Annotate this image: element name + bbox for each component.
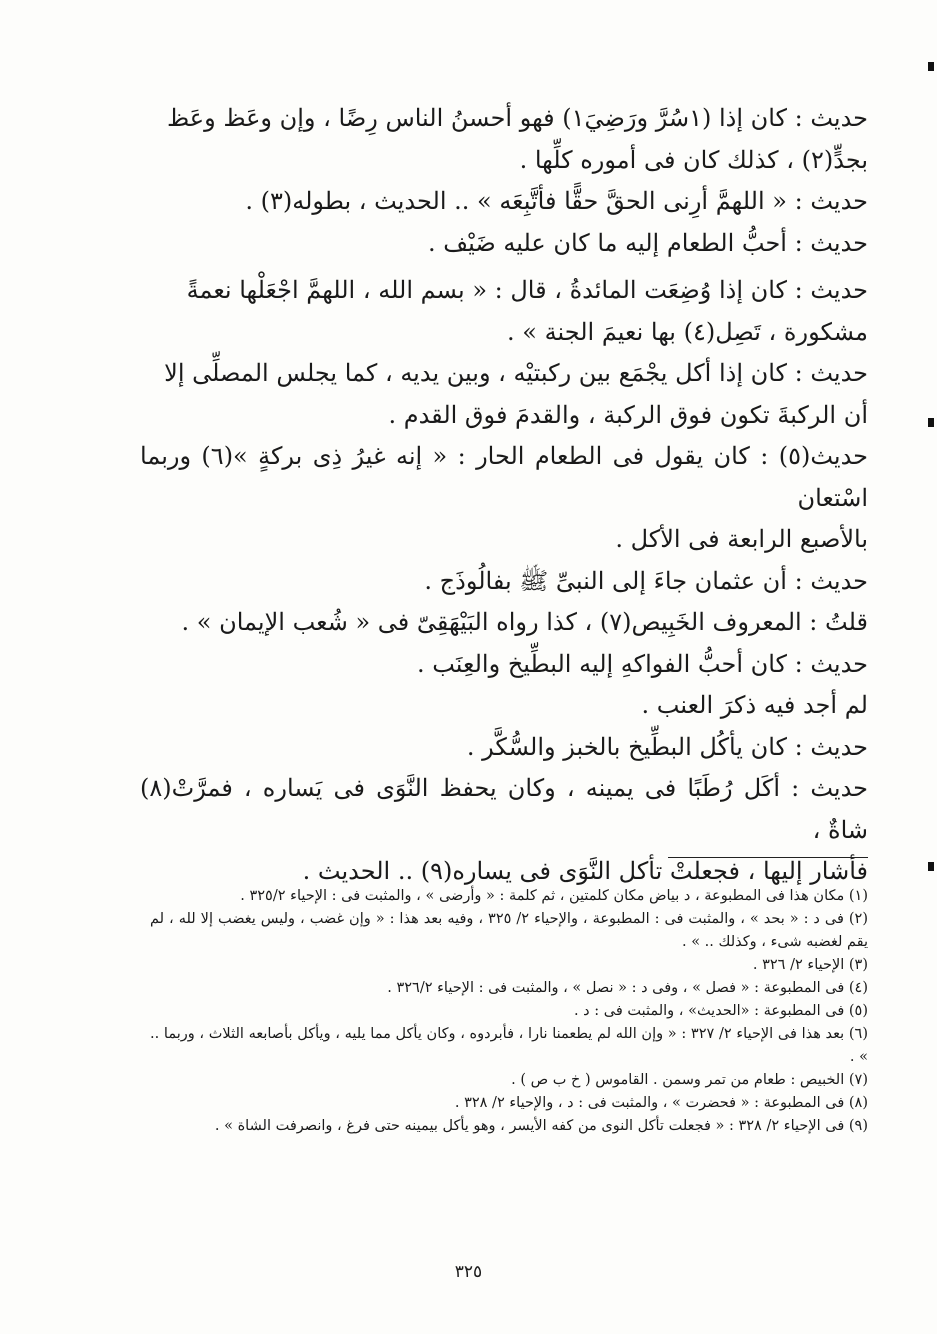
- footnote: (٥) فى المطبوعة : «الحديث» ، والمثبت فى : د .: [573, 1003, 868, 1019]
- hadith-line: أن الركبةَ تكون فوق الركبة ، والقدمَ فوق القدم .: [388, 400, 868, 429]
- footnote: (٦) بعد هذا فى الإحياء ٢/ ٣٢٧ : « وإن الله لم يطعمنا نارا ، فأبردوه ، وكان يأكل مما يليه ، ويأكل بأصابعه الثلاث ، وربما .. » .: [150, 1026, 868, 1065]
- footnote: (٨) فى المطبوعة : « فحضرت » ، والمثبت فى : د ، والإحياء ٢/ ٣٢٨ .: [454, 1095, 868, 1111]
- footnote: (٤) فى المطبوعة : « فصل » ، وفى د : « نصل » ، والمثبت فى : الإحياء ٣٢٦/٢ .: [387, 980, 868, 996]
- hadith-line: بجدٍّ(٢) ، كذلك كان فى أموره كلِّها .: [519, 145, 868, 174]
- hadith-line: حديث : أكَل رُطَبًا فى يمينه ، وكان يحفظ النَّوَى فى يَساره ، فمرَّتْ(٨) شاةٌ ،: [140, 774, 869, 844]
- footnote: (٣) الإحياء ٢/ ٣٢٦ .: [752, 957, 868, 973]
- margin-mark: [928, 418, 934, 427]
- main-text: [140, 98, 868, 893]
- hadith-line: حديث : أن عثمان جاءَ إلى النبىِّ ﷺ بفالُوذَج .: [424, 566, 868, 595]
- hadith-line: حديث : كان إذا وُضِعَت المائدةُ ، قال : « بسم الله ، اللهمَّ اجْعَلْها نعمةً: [186, 276, 868, 304]
- hadith-line: حديث : كان أحبُّ الفواكهِ إليه البطِّيخ والعِنَب .: [416, 649, 868, 678]
- hadith-line: لم أجد فيه ذكرَ العنب .: [641, 691, 868, 719]
- page-number: ٣٢٥: [454, 1262, 483, 1282]
- footnote: (١) مكان هذا فى المطبوعة ، د بياض مكان كلمتين ، ثم كلمة : « وأرضى » ، والمثبت فى : الإحياء ٣٢٥/٢ .: [240, 888, 868, 904]
- hadith-line: حديث(٥) : كان يقول فى الطعام الحار : « إنه غيرُ ذِى بركةٍ »(٦) وربما اسْتعان: [140, 442, 868, 512]
- hadith-line: حديث : كان يأكُل البطِّيخ بالخبز والسُّكَّر .: [466, 732, 868, 761]
- hadith-line: بالأصبع الرابعة فى الأكل .: [615, 525, 868, 553]
- footnote-divider: [668, 857, 868, 858]
- hadith-line: حديث : « اللهمَّ أرِنى الحقَّ حقًّا فأتَّبِعَه » .. الحديث ، بطوله(٣) .: [245, 187, 868, 215]
- hadith-line: حديث : كان إذا أكل يجْمَع بين ركبتيْه ، وبين يديه ، كما يجلس المصلِّى إلا: [164, 359, 868, 387]
- footnote: (٩) فى الإحياء ٢/ ٣٢٨ : « فجعلت تأكل النوى من كفه الأيسر ، وهو يأكل بيمينه حتى فرغ ، وانصرفت الشاة » .: [214, 1118, 868, 1134]
- footnote: (٢) فى د : « بحد » ، والمثبت فى : المطبوعة ، والإحياء ٢/ ٣٢٥ ، وفيه بعد هذا : « وإن غضب ، وليس يغضب إلا لله ، لم يقم لغضبه شىء ، وكذلك .. » .: [150, 911, 868, 950]
- hadith-line: مشكورة ، تَصِل(٤) بها نعيمَ الجنة » .: [507, 317, 868, 346]
- hadith-line: قلتُ : المعروف الخَبِيص(٧) ، كذا رواه البَيْهَقِىّ فى « شُعب الإيمان » .: [181, 608, 868, 636]
- hadith-line: فأشار إليها ، فجعلتْ تأكل النَّوَى فى يساره(٩) .. الحديث .: [302, 857, 868, 885]
- hadith-line: حديث : أحبُّ الطعام إليه ما كان عليه ضَيْف .: [427, 228, 868, 257]
- footnotes: [150, 885, 868, 1138]
- hadith-line: حديث : كان إذا (١سُرَّ ورَضِيَ١) فهو أحسنُ الناس رِضًا ، وإن وعَظ وعَظ: [167, 104, 868, 132]
- footnote: (٧) الخبيص : طعام من تمر وسمن . القاموس ( خ ب ص ) .: [511, 1072, 868, 1088]
- margin-mark: [928, 62, 934, 71]
- margin-mark: [928, 862, 934, 871]
